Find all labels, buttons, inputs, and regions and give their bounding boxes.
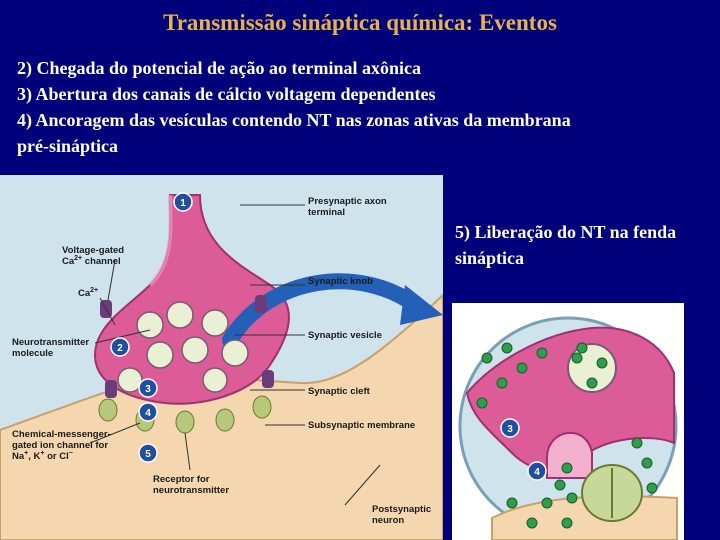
label-neurotransmitter-molecule: Neurotransmitter molecule (12, 337, 90, 359)
svg-text:3: 3 (507, 424, 513, 435)
step-badge-3 (139, 379, 157, 397)
svg-text:4: 4 (145, 408, 151, 419)
label-calcium-ion: $Ca^{2+}$ (78, 287, 99, 299)
slide-title: Transmissão sináptica química: Eventos (163, 10, 557, 35)
label-synaptic-cleft: Synaptic cleft (308, 386, 370, 397)
step-badge-4 (139, 403, 157, 421)
bullet-item: 3) Abertura dos canais de cálcio voltagem dependentes (17, 84, 436, 104)
bullet-item: 2) Chegada do potencial de ação ao terminal axônica (17, 58, 421, 78)
svg-text:2: 2 (117, 343, 123, 354)
svg-text:3: 3 (145, 384, 151, 395)
label-postsynaptic-neuron: Postsynaptic neuron (372, 504, 432, 526)
zoom-step-badge-3 (501, 419, 519, 437)
synapse-diagram (0, 175, 443, 540)
svg-text:4: 4 (534, 467, 540, 478)
svg-text:1: 1 (180, 198, 186, 209)
label-subsynaptic-membrane: Subsynaptic membrane (308, 420, 416, 431)
label-receptor: Receptor for neurotransmitter (153, 474, 230, 496)
step5-caption: 5) Liberação do NT na fenda sináptica (455, 222, 677, 268)
label-presynaptic-terminal: Presynaptic axon terminal (308, 196, 387, 218)
label-voltage-gated-channel: Voltage-gated $Ca^{2+}$ channel (62, 245, 125, 267)
svg-text:5: 5 (145, 449, 151, 460)
bullet-item: 4) Ancoragem das vesículas contendo NT nas zonas ativas da membrana (17, 110, 571, 130)
zoom-step-badge-4 (528, 462, 546, 480)
label-synaptic-vesicle: Synaptic vesicle (308, 330, 382, 341)
step-badge-5 (139, 444, 157, 462)
step-badge-2 (111, 338, 129, 356)
zoom-inset (452, 303, 684, 540)
bullet-list (17, 55, 717, 159)
step-badge-1 (174, 193, 192, 211)
bullet-item: pré-sináptica (17, 136, 118, 156)
label-chemical-channel: Chemical-messenger- gated ion channel for Na+, K+ or Cl− (12, 429, 111, 462)
label-synaptic-knob: Synaptic knob (308, 276, 373, 287)
